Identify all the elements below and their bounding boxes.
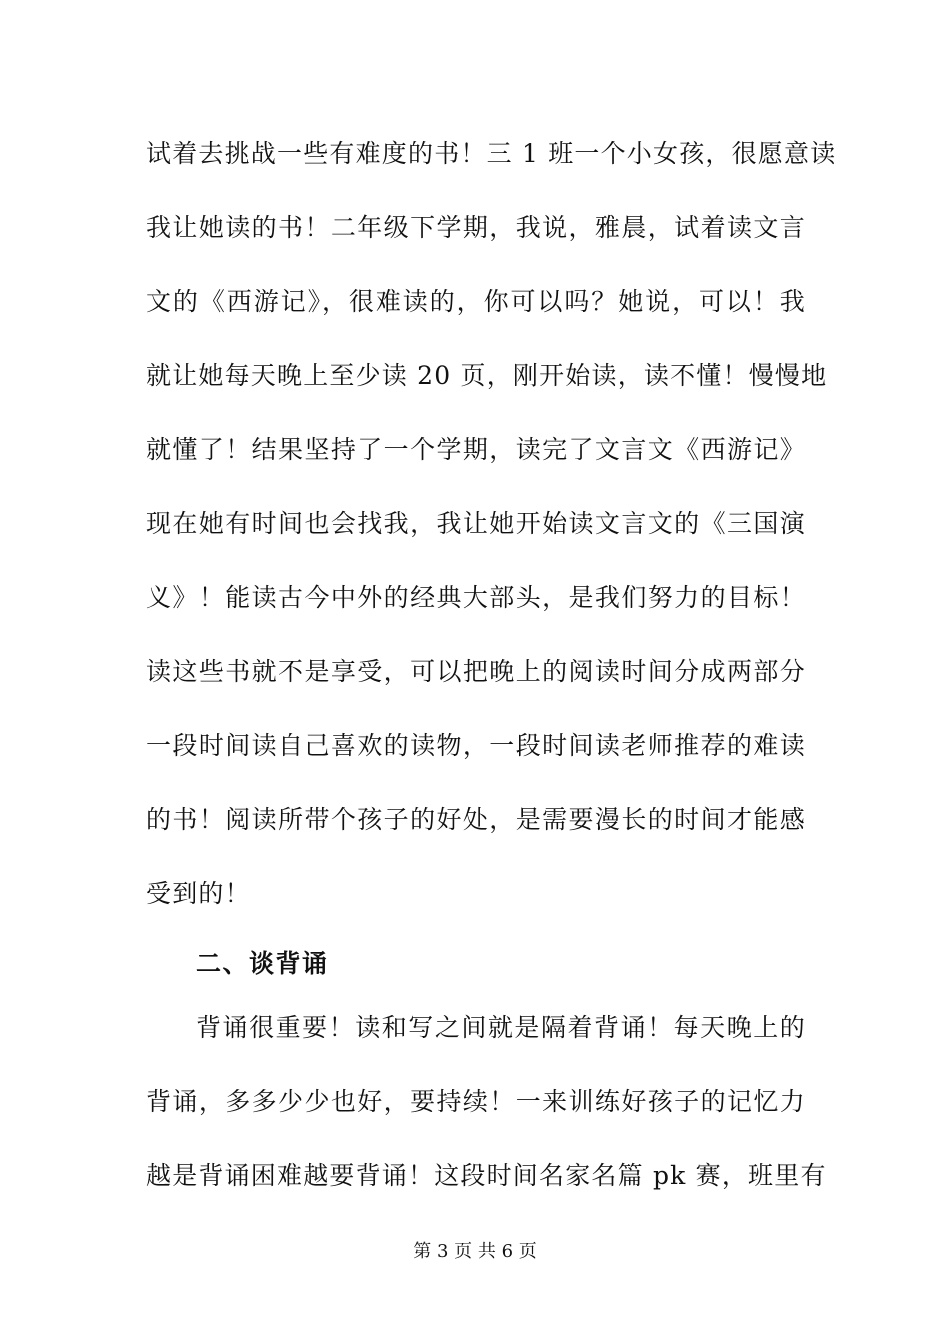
- paragraph-line: 现在她有时间也会找我，我让她开始读文言文的《三国演: [146, 509, 806, 538]
- paragraph-line: 文的《西游记》，很难读的，你可以吗？她说，可以！我: [146, 287, 806, 316]
- page-footer: 第 3 页 共 6 页: [413, 1241, 537, 1262]
- paragraph-line: 义》！能读古今中外的经典大部头，是我们努力的目标！: [146, 583, 806, 612]
- paragraph-line: 就懂了！结果坚持了一个学期，读完了文言文《西游记》: [146, 435, 806, 464]
- section-heading: 二、谈背诵: [196, 949, 329, 978]
- paragraph-line: 越是背诵困难越要背诵！这段时间名家名篇 pk 赛，班里有: [146, 1161, 827, 1190]
- paragraph-line: 我让她读的书！二年级下学期，我说，雅晨，试着读文言: [146, 213, 806, 242]
- paragraph-line: 的书！阅读所带个孩子的好处，是需要漫长的时间才能感: [146, 805, 806, 834]
- paragraph-line-indented: 背诵很重要！读和写之间就是隔着背诵！每天晚上的: [196, 1013, 806, 1042]
- paragraph-line: 读这些书就不是享受，可以把晚上的阅读时间分成两部分: [146, 657, 806, 686]
- paragraph-line-last: 受到的！: [146, 879, 251, 908]
- paragraph-line: 一段时间读自己喜欢的读物，一段时间读老师推荐的难读: [146, 731, 806, 760]
- paragraph-line: 试着去挑战一些有难度的书！三 1 班一个小女孩，很愿意读: [146, 139, 837, 168]
- paragraph-line: 就让她每天晚上至少读 20 页，刚开始读，读不懂！慢慢地: [146, 361, 828, 390]
- paragraph-line: 背诵，多多少少也好，要持续！一来训练好孩子的记忆力: [146, 1087, 806, 1116]
